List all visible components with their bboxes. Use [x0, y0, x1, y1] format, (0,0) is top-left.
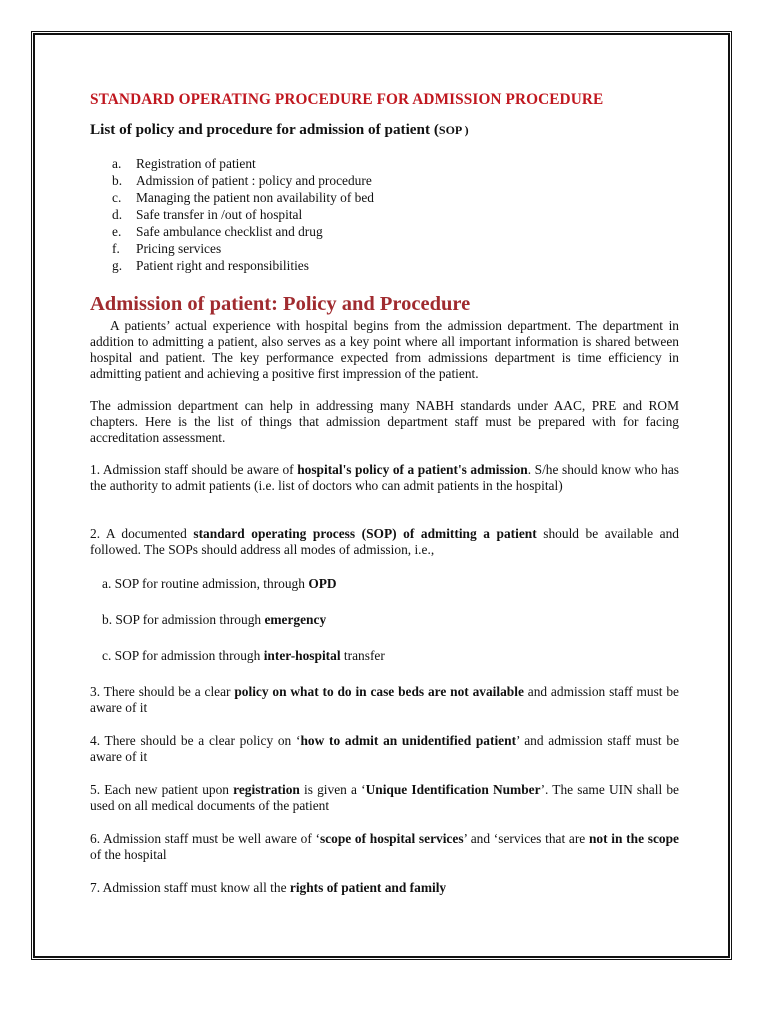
point-3 [90, 684, 679, 716]
list-marker: d. [112, 206, 123, 222]
point-bold: hospital's policy of a patient's admission [297, 462, 528, 478]
point-2 [90, 526, 679, 558]
list-title-close: ) [461, 123, 469, 137]
point-bold: Unique Identification Number [365, 782, 541, 798]
point-text: ’ and ‘services that are [463, 831, 589, 847]
point-bold: inter-hospital [263, 648, 341, 664]
point-text: b. SOP for admission through [102, 612, 265, 628]
list-item-text: Patient right and responsibilities [136, 257, 309, 273]
intro-paragraph: A patients’ actual experience with hospital begins from the admission department. The department in addition to admitting a patient, also serves as a key point where all important information is shared between hospital and patient. The key performance expected from admissions department is time efficiency in admitting patient and achieving a positive first impression of the patient. [90, 318, 679, 382]
document-title: STANDARD OPERATING PROCEDURE FOR ADMISSION PROCEDURE [90, 91, 604, 108]
point-text: 7. Admission staff must know all the [90, 880, 290, 896]
list-item [90, 224, 679, 240]
list-title [90, 122, 679, 138]
list-item [90, 156, 679, 172]
list-title-sop: SOP [438, 123, 462, 137]
list-item-text: Managing the patient non availability of bed [136, 189, 374, 205]
list-marker: f. [112, 240, 120, 256]
nabh-paragraph: The admission department can help in addressing many NABH standards under AAC, PRE and ROM chapters. Here is the list of things that admission department staff must be prepared with for facing accreditation assessment. [90, 398, 679, 446]
sub-point-c [102, 648, 679, 664]
list-item-text: Safe ambulance checklist and drug [136, 223, 323, 239]
list-item [90, 258, 679, 274]
point-text: is given a ‘ [299, 782, 366, 798]
point-5 [90, 782, 679, 814]
point-text: 3. There should be a clear [90, 684, 235, 700]
point-text: and admission staff must be aware of it [90, 684, 679, 716]
list-marker: b. [112, 172, 123, 188]
point-bold: scope of hospital services [319, 831, 464, 847]
list-title-text: List of policy and procedure for admission of patient ( [90, 121, 439, 138]
list-marker: a. [112, 156, 122, 171]
list-marker: e. [112, 223, 122, 239]
point-bold: not in the scope [588, 831, 679, 847]
point-text: of the hospital [90, 847, 167, 863]
point-6 [90, 831, 679, 863]
list-marker: c. [112, 189, 122, 205]
point-text: a. SOP for routine admission, through [102, 576, 309, 592]
list-item [90, 207, 679, 223]
point-text: should be available and followed. The SOPs should address all modes of admission, i.e., [90, 526, 679, 558]
sub-point-b [102, 612, 679, 628]
point-text: transfer [340, 648, 385, 664]
document-body [90, 92, 679, 913]
point-4 [90, 733, 679, 765]
list-item-text: Registration of patient [136, 156, 256, 171]
list-item [90, 190, 679, 206]
policy-list [90, 156, 679, 274]
section-heading: Admission of patient: Policy and Procedure [90, 293, 471, 316]
point-text: 6. Admission staff must be well aware of ‘ [90, 831, 320, 847]
point-text: 1. Admission staff should be aware of [90, 462, 298, 478]
point-bold: how to admit an unidentified patient [300, 733, 517, 749]
point-text: c. SOP for admission through [102, 648, 264, 664]
point-1 [90, 462, 679, 494]
point-bold: OPD [308, 576, 337, 592]
list-item-text: Pricing services [136, 240, 222, 256]
point-text: 5. Each new patient upon [90, 782, 234, 798]
point-bold: standard operating process (SOP) of admitting a patient [193, 526, 537, 542]
point-bold: policy on what to do in case beds are not available [234, 684, 524, 700]
point-7 [90, 880, 679, 896]
point-text: ’ and admission staff must be aware of it [90, 733, 680, 765]
point-text: ’. The same UIN shall be used on all medical documents of the patient [90, 782, 679, 814]
point-text: . S/he should know who has the authority to admit patients (i.e. list of doctors who can admit patients in the hospital) [90, 462, 679, 494]
list-marker: g. [112, 257, 123, 273]
point-bold: registration [233, 782, 300, 798]
list-item [90, 173, 679, 189]
list-item-text: Safe transfer in /out of hospital [136, 206, 303, 222]
point-bold: rights of patient and family [289, 880, 447, 896]
point-text: 4. There should be a clear policy on ‘ [90, 733, 301, 749]
point-bold: emergency [264, 612, 327, 628]
list-item [90, 241, 679, 257]
sub-point-a [102, 576, 679, 592]
point-text: 2. A documented [90, 526, 194, 542]
list-item-text: Admission of patient : policy and procedure [136, 172, 372, 188]
